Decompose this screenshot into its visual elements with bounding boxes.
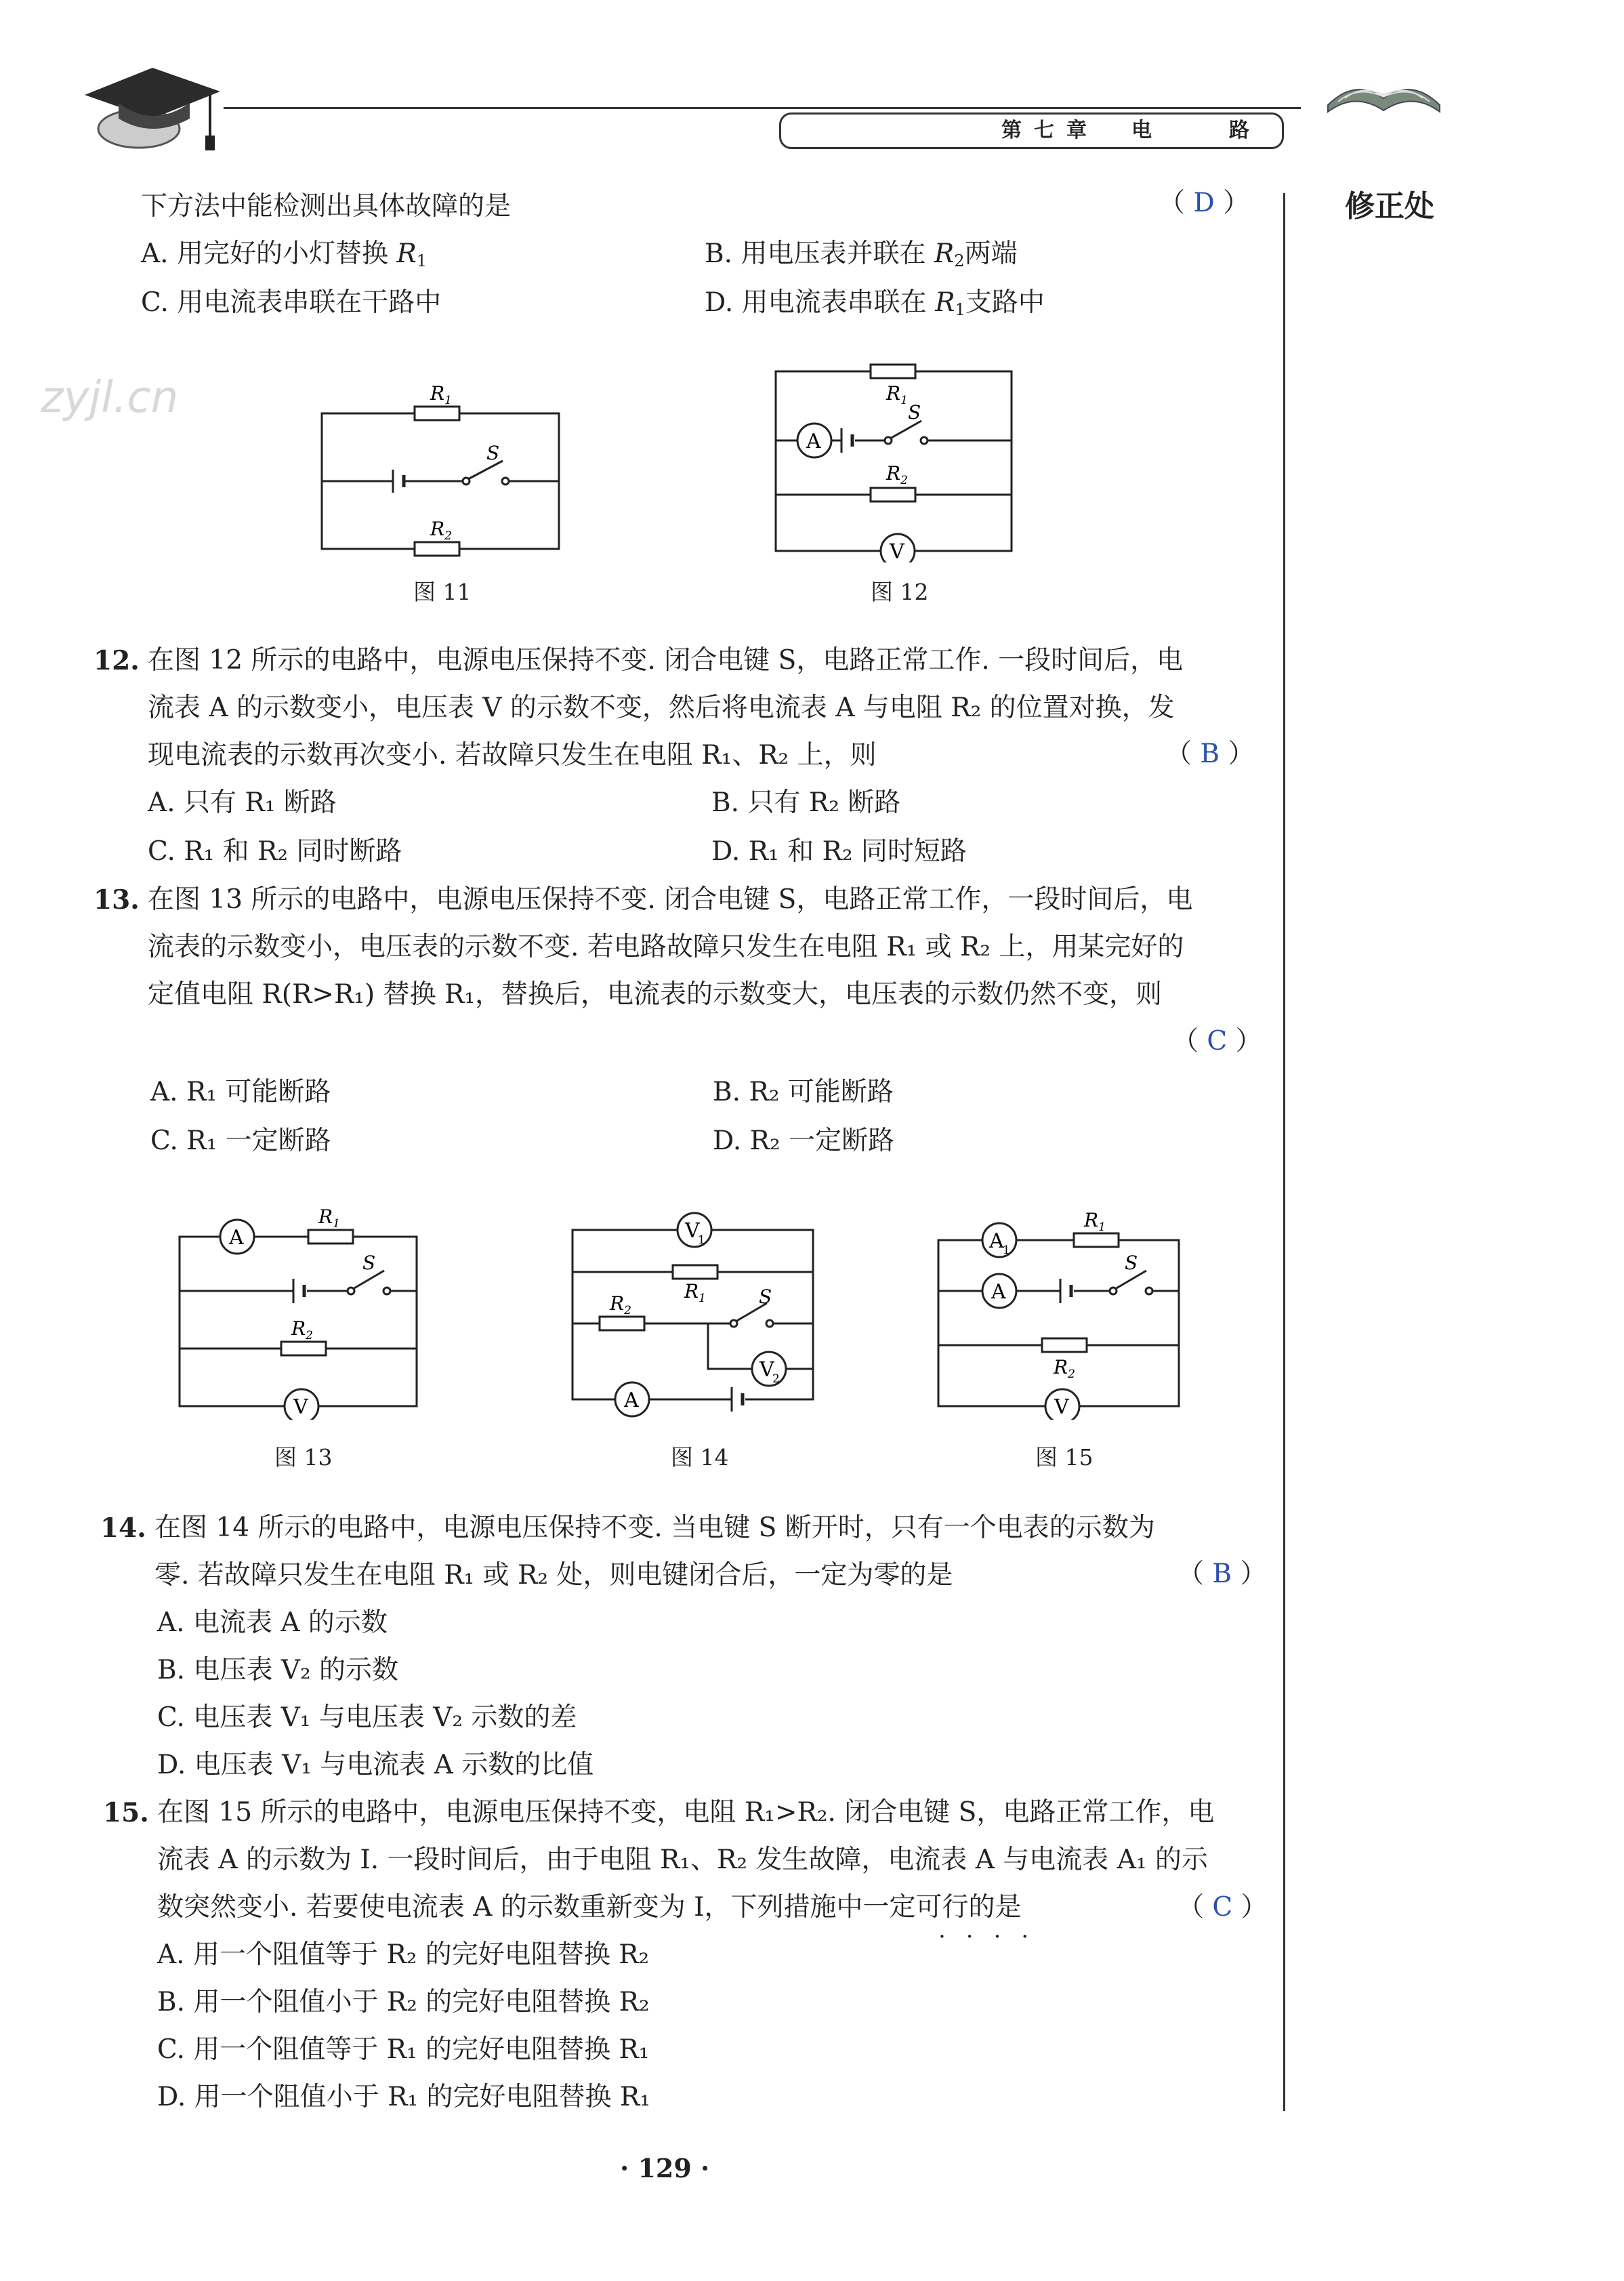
svg-text:V: V — [1054, 1395, 1069, 1419]
q13-option-b: B. R₂ 可能断路 — [713, 1077, 894, 1107]
q15-answer-bracket: （ C ） — [1178, 1892, 1268, 1923]
fig13-r2-resistor — [281, 1342, 326, 1355]
svg-text:V: V — [685, 1219, 700, 1243]
fig15-r1-resistor — [1074, 1233, 1119, 1247]
q15-option-b: B. 用一个阻值小于 R₂ 的完好电阻替换 R₂ — [157, 1987, 650, 2017]
q15-line-3: 数突然变小. 若要使电流表 A 的示数重新变为 I，下列措施中一定可行的是 — [157, 1892, 1022, 1923]
figure-11-circuit — [312, 369, 569, 562]
open-book-icon — [1325, 64, 1443, 115]
svg-text:R2: $R_2$ — [1054, 1356, 1075, 1381]
figure-12-caption: 图 12 — [871, 579, 929, 605]
figure-15-caption: 图 15 — [1035, 1444, 1094, 1471]
figure-11-caption: 图 11 — [413, 579, 472, 605]
fig11-s-label: S — [486, 442, 500, 464]
figure-13-caption: 图 13 — [274, 1444, 333, 1471]
svg-text:R1: $R_1$ — [1084, 1209, 1106, 1234]
figure-12-circuit — [766, 352, 1023, 562]
fig14-r2-resistor — [600, 1317, 644, 1330]
q13-option-a: A. R₁ 可能断路 — [150, 1077, 331, 1107]
page-number: · 129 · — [620, 2153, 710, 2183]
q12-line-1: 在图 12 所示的电路中，电源电压保持不变. 闭合电键 S，电路正常工作. 一段时间后，电 — [148, 645, 1184, 676]
svg-text:R1: $R_1$ — [886, 382, 908, 407]
figure-14-caption: 图 14 — [671, 1444, 729, 1471]
q12-option-c: C. R₁ 和 R₂ 同时断路 — [148, 836, 402, 867]
chapter-title-box — [779, 112, 1284, 149]
emphasis-dots: ···· — [938, 1923, 1049, 1950]
q13-line-1: 在图 13 所示的电路中，电源电压保持不变. 闭合电键 S，电路正常工作，一段时间后，电 — [148, 884, 1193, 915]
svg-text:S: S — [908, 401, 921, 424]
svg-text:R2: $R_2$ — [886, 462, 908, 487]
svg-text:R2: $R_2$ — [610, 1292, 631, 1317]
svg-text:V: V — [890, 540, 904, 562]
fig11-r1-label: $R_1$ — [430, 382, 452, 407]
fig13-r1-resistor — [308, 1230, 353, 1244]
svg-text:R1: $R_1$ — [318, 1206, 340, 1231]
svg-text:A: A — [991, 1280, 1006, 1304]
q13-line-3: 定值电阻 R(R>R₁) 替换 R₁，替换后，电流表的示数变大，电压表的示数仍然不变，则 — [148, 979, 1163, 1010]
svg-text:1: 1 — [1003, 1244, 1010, 1257]
svg-text:S: S — [362, 1252, 376, 1274]
q13-line-2: 流表的示数变小，电压表的示数不变. 若电路故障只发生在电阻 R₁ 或 R₂ 上，用某完好的 — [148, 932, 1184, 962]
q12-answer: B — [1200, 739, 1220, 769]
q15-option-a: A. 用一个阻值等于 R₂ 的完好电阻替换 R₂ — [157, 1939, 650, 1970]
q14-line-2: 零. 若故障只发生在电阻 R₁ 或 R₂ 处，则电键闭合后，一定为零的是 — [154, 1560, 953, 1590]
q14-line-1: 在图 14 所示的电路中，电源电压保持不变. 当电键 S 断开时，只有一个电表的示数为 — [154, 1513, 1155, 1543]
figure-14-circuit — [559, 1196, 823, 1420]
q14-option-c: C. 电压表 V₁ 与电压表 V₂ 示数的差 — [157, 1702, 577, 1733]
q14-answer-bracket: （ B ） — [1178, 1559, 1267, 1589]
q14-answer: B — [1212, 1559, 1232, 1589]
q12-line-3: 现电流表的示数再次变小. 若故障只发生在电阻 R₁、R₂ 上，则 — [148, 740, 877, 770]
margin-divider — [1283, 193, 1285, 2111]
q12-option-d: D. R₁ 和 R₂ 同时短路 — [711, 836, 967, 867]
watermark: zyjl.cn — [41, 373, 179, 423]
q12-answer-bracket: （ B ） — [1165, 739, 1255, 769]
q14-option-d: D. 电压表 V₁ 与电流表 A 示数的比值 — [157, 1750, 594, 1780]
svg-text:S: S — [1125, 1252, 1138, 1274]
fig15-r2-resistor — [1042, 1338, 1087, 1352]
chapter-title: 第七章 电 路 — [1001, 119, 1262, 142]
q15-option-c: C. 用一个阻值等于 R₁ 的完好电阻替换 R₁ — [157, 2034, 650, 2065]
fig11-r2-resistor — [415, 542, 459, 556]
q15-answer: C — [1212, 1892, 1233, 1923]
q14-option-a: A. 电流表 A 的示数 — [157, 1607, 388, 1638]
svg-text:A: A — [806, 430, 821, 453]
q13-answer-bracket: （ C ） — [1172, 1026, 1262, 1056]
q11-stem: 下方法中能检测出具体故障的是 — [141, 191, 512, 222]
q13-option-d: D. R₂ 一定断路 — [713, 1126, 895, 1156]
svg-text:A: A — [229, 1226, 244, 1250]
q12-number: 12. — [93, 645, 140, 676]
q11-option-a: A. 用完好的小灯替换 $R_1$ — [141, 239, 428, 271]
q14-number: 14. — [100, 1513, 146, 1544]
correction-label: 修正处 — [1345, 189, 1434, 224]
q15-line-1: 在图 15 所示的电路中，电源电压保持不变，电阻 R₁>R₂. 闭合电键 S，电路正常工作，电 — [157, 1797, 1215, 1828]
q13-number: 13. — [93, 884, 140, 916]
q14-option-b: B. 电压表 V₂ 的示数 — [157, 1655, 399, 1685]
figure-13-circuit — [166, 1196, 430, 1420]
svg-text:S: S — [759, 1286, 772, 1308]
svg-text:1: 1 — [698, 1233, 705, 1247]
fig12-r1-resistor — [871, 365, 915, 378]
q13-answer: C — [1207, 1026, 1228, 1056]
svg-text:V: V — [293, 1395, 308, 1419]
svg-text:2: 2 — [772, 1372, 780, 1386]
q15-number: 15. — [103, 1797, 149, 1828]
fig11-r1-resistor — [415, 407, 459, 420]
q11-option-d: D. 用电流表串联在 $R_1$支路中 — [705, 287, 1045, 320]
q11-option-c: C. 用电流表串联在干路中 — [141, 287, 442, 318]
q12-line-2: 流表 A 的示数变小，电压表 V 的示数不变，然后将电流表 A 与电阻 R₂ 的位置对换，发 — [148, 693, 1175, 723]
q11-answer-bracket: （ D ） — [1159, 188, 1250, 218]
svg-text:V: V — [759, 1358, 774, 1382]
q13-option-c: C. R₁ 一定断路 — [150, 1126, 331, 1156]
figure-15-circuit — [928, 1196, 1192, 1420]
fig14-r1-resistor — [673, 1265, 717, 1279]
header-rule — [224, 107, 1301, 109]
fig11-r2-label: $R_2$ — [430, 518, 452, 543]
graduation-cap-icon — [64, 54, 227, 156]
fig12-r2-resistor — [871, 488, 915, 501]
svg-text:A: A — [989, 1229, 1004, 1253]
q15-option-d: D. 用一个阻值小于 R₁ 的完好电阻替换 R₁ — [157, 2082, 650, 2112]
q12-option-b: B. 只有 R₂ 断路 — [711, 787, 901, 818]
q11-answer: D — [1193, 188, 1215, 218]
svg-text:A: A — [624, 1389, 639, 1412]
svg-text:R2: $R_2$ — [291, 1317, 313, 1342]
q12-option-a: A. 只有 R₁ 断路 — [148, 787, 337, 818]
svg-text:R1: $R_1$ — [684, 1280, 706, 1305]
q15-line-2: 流表 A 的示数为 I. 一段时间后，由于电阻 R₁、R₂ 发生故障，电流表 A 与电流表 A₁ 的示 — [157, 1845, 1208, 1875]
q11-option-b: B. 用电压表并联在 $R_2$两端 — [705, 239, 1018, 271]
